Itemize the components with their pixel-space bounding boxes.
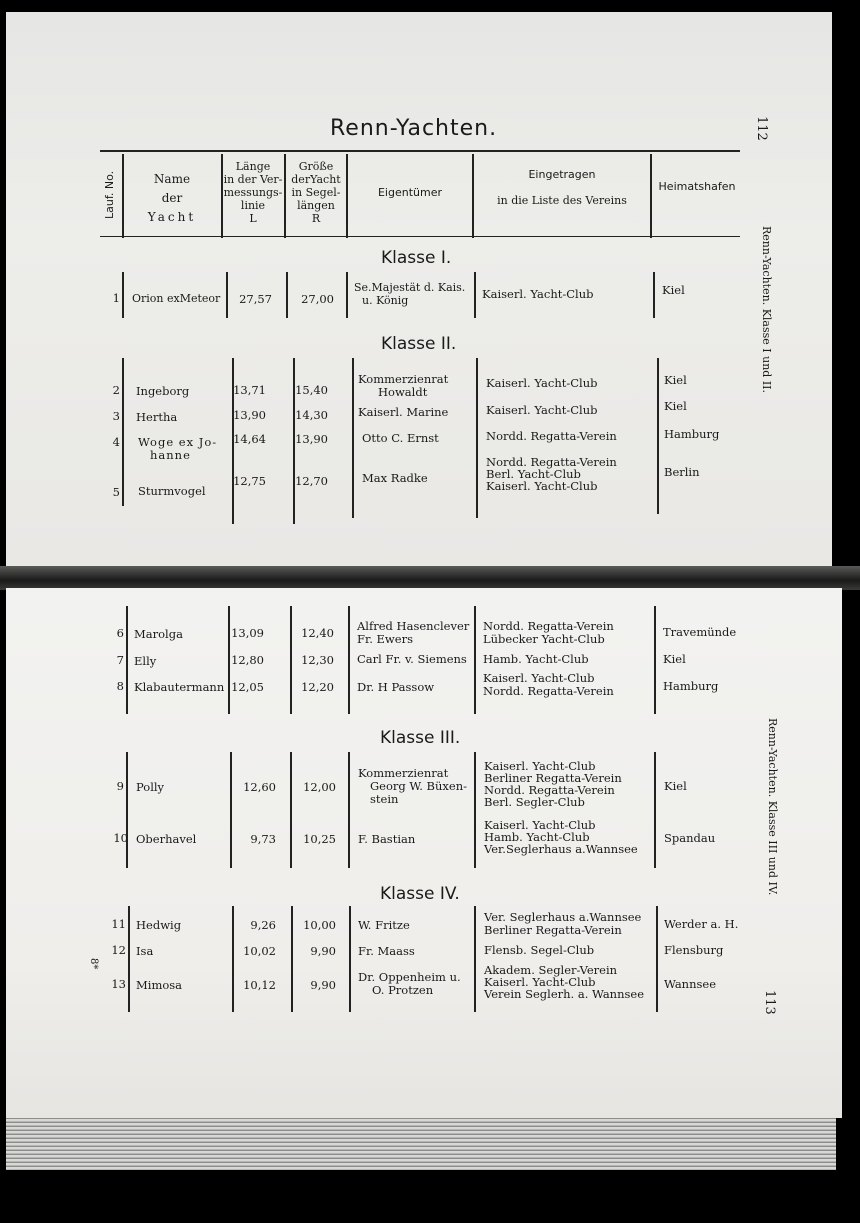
page-number-top: 112: [754, 116, 769, 141]
owner-line: Alfred Hasenclever: [357, 619, 470, 633]
club-list: [484, 819, 638, 855]
size-value: 15,40: [295, 383, 328, 397]
header-laenge-line: linie: [240, 199, 266, 212]
header-name-line: Name: [153, 172, 191, 186]
club: Kaiserl. Yacht-Club: [484, 975, 596, 989]
column-rule: [122, 358, 124, 506]
home-port: Kiel: [664, 779, 687, 793]
home-port: Hamburg: [663, 679, 719, 693]
header-laenge-line: L: [249, 212, 257, 225]
owner: Fr. Maass: [358, 944, 415, 958]
owner-line: Howaldt: [378, 385, 428, 399]
owner: Carl Fr. v. Siemens: [357, 652, 467, 666]
length-value: 12,60: [243, 780, 276, 794]
club: Berliner Regatta-Verein: [484, 771, 622, 785]
owner-line: Kommerzienrat: [358, 372, 449, 386]
row-number: 9: [116, 779, 124, 793]
owner: [358, 373, 448, 399]
page-number-bottom: 113: [762, 990, 777, 1015]
club: Kaiserl. Yacht-Club: [483, 671, 595, 685]
club: Nordd. Regatta-Verein: [483, 619, 614, 633]
size-value: 12,20: [301, 680, 334, 694]
owner-line: Dr. Oppenheim u.: [358, 970, 461, 984]
club-list: [483, 672, 614, 698]
size-value: 13,90: [295, 432, 328, 446]
home-port: Kiel: [664, 399, 687, 413]
column-rule: [126, 606, 128, 714]
yacht-name: Oberhavel: [136, 832, 197, 846]
column-rule: [476, 358, 478, 518]
length-value: 27,57: [239, 292, 272, 306]
yacht-name: Klabautermann: [134, 680, 225, 694]
owner-line: u. König: [362, 294, 409, 307]
header-heimatshafen: Heimatshafen: [658, 180, 736, 193]
header-groesse-line: in Segel-: [291, 186, 341, 199]
club-list: [486, 456, 617, 492]
header-laenge-line: messungs-: [223, 186, 283, 199]
yacht-name: Isa: [136, 944, 154, 958]
header-eigentuemer: Eigentümer: [377, 186, 443, 199]
home-port: Wannsee: [664, 977, 717, 991]
club: Kaiserl. Yacht-Club: [484, 759, 596, 773]
length-value: 14,64: [233, 432, 266, 446]
size-value: 12,70: [295, 474, 328, 488]
column-rule: [290, 606, 292, 714]
size-value: 12,30: [301, 653, 334, 667]
klasse-heading: Klasse IV.: [380, 884, 460, 904]
row-number: 12: [111, 943, 126, 957]
running-head-bottom: Renn-Yachten. Klasse III und IV.: [766, 718, 779, 896]
length-value: 13,71: [233, 383, 266, 397]
home-port: Flensburg: [664, 943, 724, 957]
club-list: [483, 620, 614, 646]
column-rule: [657, 358, 659, 514]
length-value: 13,90: [233, 408, 266, 422]
length-value: 9,26: [250, 918, 276, 932]
klasse-heading: Klasse III.: [380, 728, 461, 748]
row-number: 3: [112, 409, 120, 423]
column-rule: [126, 752, 128, 868]
club: Kaiserl. Yacht-Club: [482, 287, 594, 301]
owner: [354, 281, 465, 307]
signature-mark: 8*: [88, 958, 99, 970]
yacht-name: Hedwig: [136, 918, 182, 932]
club: Kaiserl. Yacht-Club: [486, 376, 598, 390]
home-port: Berlin: [664, 465, 700, 479]
header-bottom-rule: [100, 236, 740, 237]
club: Flensb. Segel-Club: [484, 943, 595, 957]
row-number: 1: [112, 291, 120, 305]
header-eingetragen: Eingetragen: [528, 168, 596, 181]
length-value: 10,02: [243, 944, 276, 958]
club: Kaiserl. Yacht-Club: [486, 479, 598, 493]
header-name-line: der: [161, 191, 183, 205]
row-number: 10: [113, 831, 128, 845]
klasse-heading: Klasse I.: [381, 248, 452, 268]
yacht-name: [138, 436, 217, 462]
owner-line: Georg W. Büxen-: [370, 779, 467, 793]
owner: Kaiserl. Marine: [358, 405, 449, 419]
column-rule: [348, 752, 350, 868]
owner-line: Se.Majestät d. Kais.: [354, 281, 466, 294]
column-rule: [349, 906, 351, 1012]
column-rule: [128, 906, 130, 1012]
club-list: [484, 911, 641, 937]
size-value: 27,00: [301, 292, 334, 306]
column-rule: [286, 272, 288, 318]
size-value: 10,00: [303, 918, 336, 932]
club: Berl. Yacht-Club: [486, 467, 581, 481]
size-value: 9,90: [310, 944, 336, 958]
header-name: [124, 170, 220, 227]
owner: [358, 971, 461, 997]
row-number: 5: [112, 485, 120, 499]
title-rule: [100, 150, 740, 152]
club: Verein Seglerh. a. Wannsee: [484, 987, 645, 1001]
row-number: 2: [112, 383, 120, 397]
column-rule: [122, 272, 124, 318]
column-rule: [653, 272, 655, 318]
home-port: Hamburg: [664, 427, 720, 441]
club: Berl. Segler-Club: [484, 795, 585, 809]
owner-line: O. Protzen: [372, 983, 434, 997]
header-lauf-no: Lauf. No.: [103, 170, 116, 220]
column-rule: [650, 154, 652, 238]
row-number: 11: [111, 917, 126, 931]
owner: [357, 620, 469, 646]
length-value: 12,75: [233, 474, 266, 488]
owner: Dr. H Passow: [357, 680, 435, 694]
club-list: [484, 760, 622, 808]
club-list: [484, 964, 644, 1000]
column-rule: [474, 272, 476, 318]
column-rule: [654, 752, 656, 868]
klasse-heading: Klasse II.: [381, 334, 457, 354]
column-rule: [232, 906, 234, 1012]
column-rule: [230, 752, 232, 868]
club: Hamb. Yacht-Club: [483, 652, 589, 666]
owner: Max Radke: [362, 471, 428, 485]
header-laenge-line: Länge: [235, 160, 271, 173]
club: Ver. Seglerhaus a.Wannsee: [484, 910, 642, 924]
club: Nordd. Regatta-Verein: [484, 783, 615, 797]
row-number: 6: [116, 626, 124, 640]
owner-line: Fr. Ewers: [357, 632, 413, 646]
yacht-name: Polly: [136, 780, 165, 794]
row-number: 4: [112, 435, 120, 449]
length-value: 12,80: [231, 653, 264, 667]
club: Lübecker Yacht-Club: [483, 632, 605, 646]
yacht-name-line: hanne: [150, 448, 191, 462]
length-value: 9,73: [250, 832, 276, 846]
header-groesse-line: längen: [297, 199, 335, 212]
column-rule: [290, 752, 292, 868]
column-rule: [656, 906, 658, 1012]
club: Kaiserl. Yacht-Club: [484, 818, 596, 832]
header-name-line: Yacht: [147, 210, 197, 224]
column-rule: [474, 906, 476, 1012]
header-laenge: [222, 160, 284, 225]
home-port: Travemünde: [663, 625, 737, 639]
header-eingetragen-sub: in die Liste des Vereins: [497, 194, 627, 207]
header-groesse: [286, 160, 346, 225]
column-rule: [346, 272, 348, 318]
length-value: 10,12: [243, 978, 276, 992]
owner-line: Kommerzienrat: [358, 766, 449, 780]
column-rule: [474, 752, 476, 868]
yacht-name-line: Woge ex Jo-: [138, 435, 218, 449]
yacht-name: Hertha: [136, 410, 178, 424]
home-port: Kiel: [662, 283, 685, 297]
yacht-name: Elly: [134, 654, 157, 668]
owner-line: stein: [370, 792, 399, 806]
club: Kaiserl. Yacht-Club: [486, 403, 598, 417]
owner: W. Fritze: [358, 918, 410, 932]
yacht-name: Sturmvogel: [138, 484, 206, 498]
header-groesse-line: R: [311, 212, 321, 225]
home-port: Spandau: [664, 831, 716, 845]
club: Hamb. Yacht-Club: [484, 830, 590, 844]
home-port: Kiel: [664, 373, 687, 387]
club: Nordd. Regatta-Verein: [486, 455, 617, 469]
column-rule: [474, 606, 476, 714]
header-groesse-line: derYacht: [291, 173, 341, 186]
running-head-top: Renn-Yachten. Klasse I und II.: [760, 226, 773, 394]
size-value: 9,90: [310, 978, 336, 992]
size-value: 12,00: [303, 780, 336, 794]
column-rule: [352, 358, 354, 518]
page-title: Renn-Yachten.: [330, 116, 498, 141]
home-port: Werder a. H.: [664, 917, 739, 931]
yacht-name: Ingeborg: [136, 384, 190, 398]
club: Nordd. Regatta-Verein: [483, 684, 614, 698]
size-value: 14,30: [295, 408, 328, 422]
column-rule: [291, 906, 293, 1012]
book-gutter: [0, 566, 860, 590]
club: Akadem. Segler-Verein: [484, 963, 618, 977]
column-rule: [654, 606, 656, 714]
yacht-name: Marolga: [134, 627, 183, 641]
owner: Otto C. Ernst: [362, 431, 439, 445]
row-number: 8: [116, 679, 124, 693]
column-rule: [348, 606, 350, 714]
size-value: 10,25: [303, 832, 336, 846]
yacht-name: Orion exMeteor: [132, 292, 221, 305]
home-port: Kiel: [663, 652, 686, 666]
length-value: 12,05: [231, 680, 264, 694]
length-value: 13,09: [231, 626, 264, 640]
row-number: 7: [116, 653, 124, 667]
owner: F. Bastian: [358, 832, 416, 846]
size-value: 12,40: [301, 626, 334, 640]
header-laenge-line: in der Ver-: [223, 173, 283, 186]
page-edges: [6, 1118, 836, 1170]
club: Ver.Seglerhaus a.Wannsee: [484, 842, 638, 856]
club: Nordd. Regatta-Verein: [486, 429, 617, 443]
club: Berliner Regatta-Verein: [484, 923, 622, 937]
bottom-page: [6, 588, 842, 1118]
row-number: 13: [111, 977, 126, 991]
column-rule: [226, 272, 228, 318]
yacht-name: Mimosa: [136, 978, 183, 992]
header-groesse-line: Größe: [298, 160, 334, 173]
owner: [358, 767, 467, 806]
